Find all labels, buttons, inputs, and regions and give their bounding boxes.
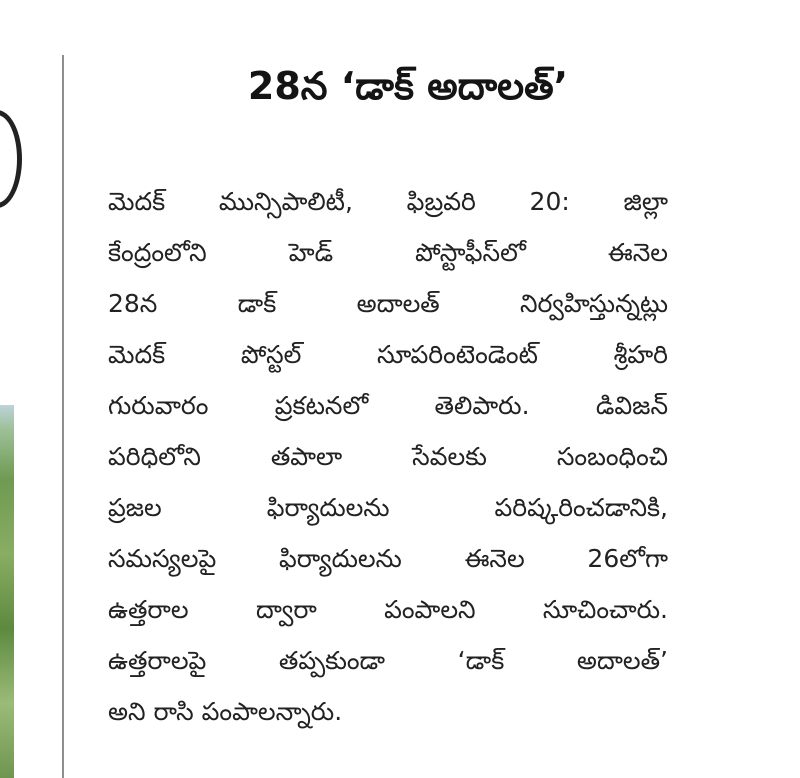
adjacent-clipping-photo [0, 405, 14, 778]
article-line: గురువారం ప్రకటనలో తెలిపారు. డివిజన్ [108, 391, 668, 420]
article-line: ఉత్తరాలపై తప్పకుండా ‘డాక్ అదాలత్’ [108, 646, 668, 675]
article-line: పరిధిలోని తపాలా సేవలకు సంబంధించి [108, 442, 668, 471]
column-divider [62, 55, 64, 778]
adjacent-clipping [0, 0, 62, 778]
article-line: ఉత్తరాల ద్వారా పంపాలని సూచించారు. [108, 595, 668, 624]
article-line: సమస్యలపై ఫిర్యాదులను ఈనెల 26లోగా [108, 544, 668, 573]
article-line: ప్రజల ఫిర్యాదులను పరిష్కరించడానికి, [108, 493, 668, 522]
article-line: కేంద్రంలోని హెడ్ పోస్టాఫీస్‌లో ఈనెల [108, 238, 668, 267]
article-line: మెదక్ మున్సిపాలిటీ, ఫిబ్రవరి 20: జిల్లా [108, 187, 668, 216]
article-body [108, 176, 668, 737]
news-article [108, 62, 668, 726]
article-line: 28న డాక్ అదాలత్ నిర్వహిస్తున్నట్లు [108, 289, 668, 318]
article-line: అని రాసి పంపాలన్నారు. [108, 697, 343, 726]
article-line: మెదక్ పోస్టల్ సూపరింటెండెంట్ శ్రీహరి [108, 340, 668, 369]
adjacent-clipping-character [0, 110, 22, 208]
article-headline: 28న ‘డాక్ అదాలత్’ [247, 64, 569, 108]
